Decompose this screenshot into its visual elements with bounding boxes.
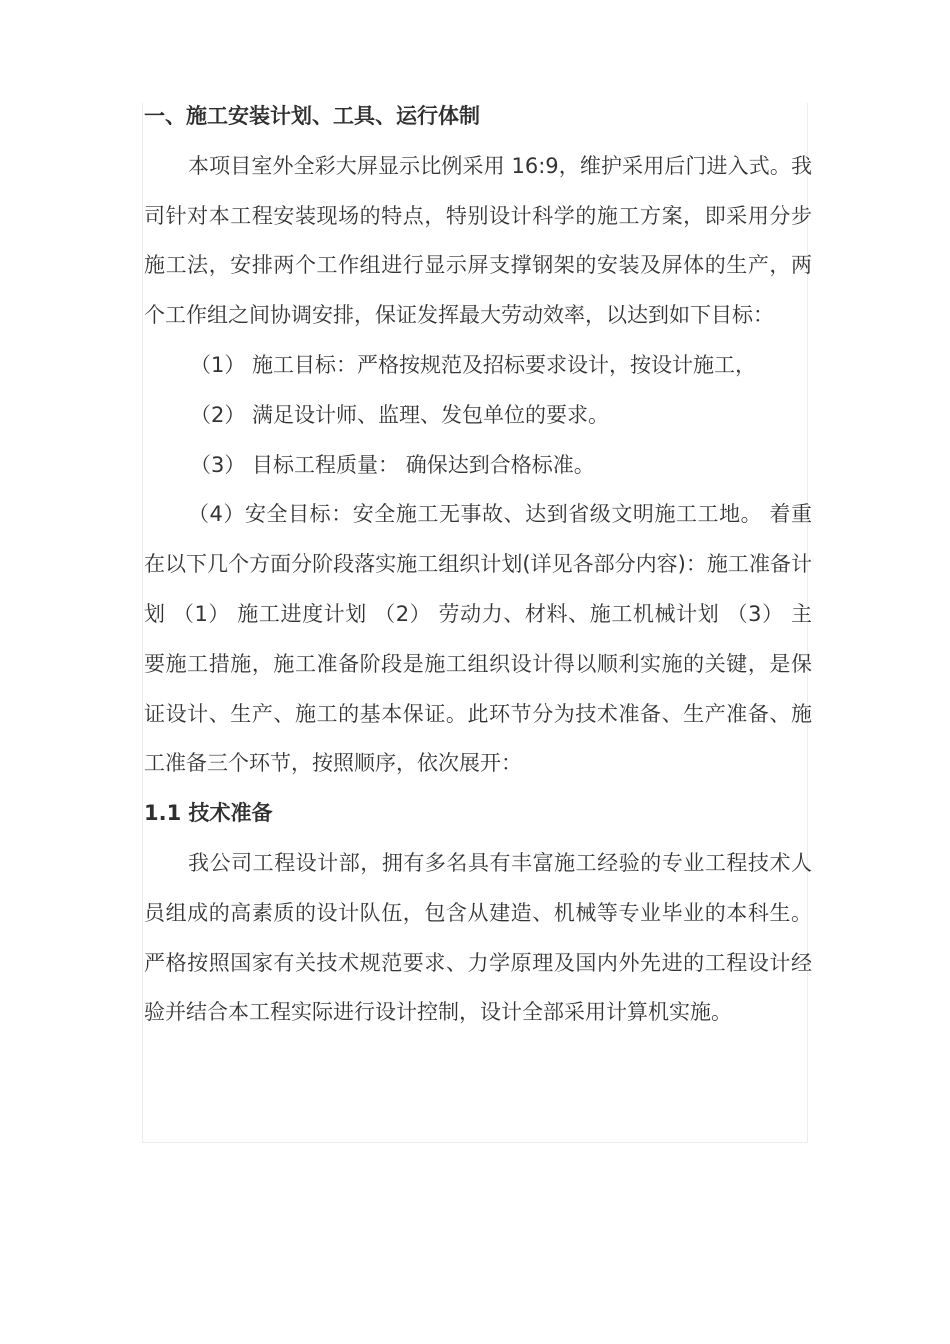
tech-prep-paragraph: 我公司工程设计部，拥有多名具有丰富施工经验的专业工程技术人员组成的高素质的设计队伍，包含从建造、机械等专业毕业的本科生。严格按照国家有关技术规范要求、力学原理及国内外先进的工程设计经验并结合本工程实际进行设计控制，设计全部采用计算机实施。 xyxy=(144,850,812,1025)
document-body xyxy=(144,92,812,1038)
intro-paragraph: 本项目室外全彩大屏显示比例采用 16:9，维护采用后门进入式。我司针对本工程安装现场的特点，特别设计科学的施工方案，即采用分步施工法，安排两个工作组进行显示屏支撑钢架的安装及屏体的生产，两个工作组之间协调安排，保证发挥最大劳动效率，以达到如下目标： xyxy=(144,153,812,328)
section-heading-tech-prep: 1.1 技术准备 xyxy=(144,801,273,826)
goal-item-3: （3） 目标工程质量： 确保达到合格标准。 xyxy=(190,452,595,477)
goal-4-paragraph: （4）安全目标：安全施工无事故、达到省级文明施工工地。 着重在以下几个方面分阶段落实施工组织计划(详见各部分内容)：施工准备计划 （1） 施工进度计划 （2） 劳动力、材料、施工机械计划 （3） 主要施工措施，施工准备阶段是施工组织设计得以顺利实施的关键，是保证设计、生产、施工的基本保证。此环节分为技术准备、生产准备、施工准备三个环节，按照顺序，依次展开： xyxy=(144,502,812,776)
goal-item-2: （2） 满足设计师、监理、发包单位的要求。 xyxy=(190,402,610,427)
section-heading-construction-plan: 一、施工安装计划、工具、运行体制 xyxy=(144,104,480,128)
goal-item-1: （1） 施工目标：严格按规范及招标要求设计，按设计施工， xyxy=(190,352,757,377)
